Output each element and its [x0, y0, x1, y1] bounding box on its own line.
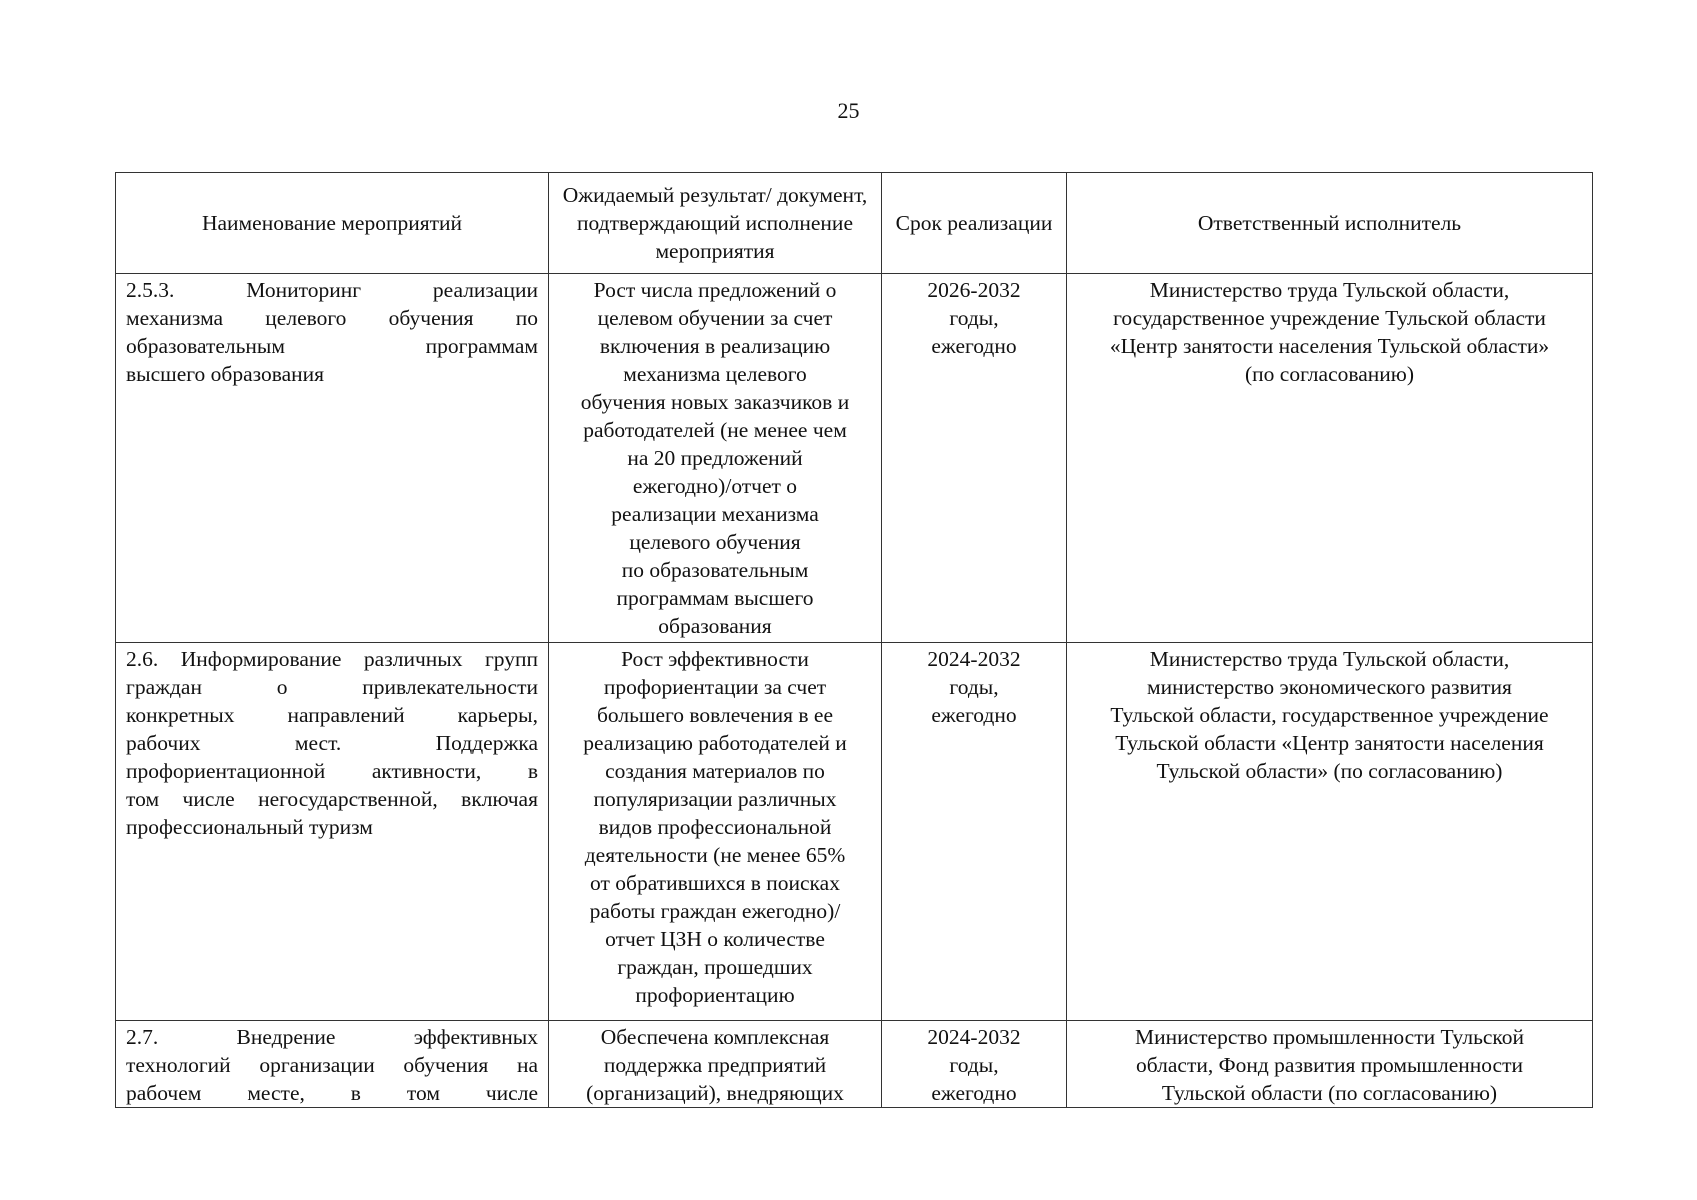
term-line: 2026-2032: [927, 278, 1021, 302]
expected-result-line: ежегодно)/отчет о: [632, 474, 798, 498]
expected-result-line: Рост числа предложений о: [593, 278, 837, 302]
expected-result-line: большего вовлечения в ее: [596, 703, 834, 727]
responsible-line: государственное учреждение Тульской области: [1113, 306, 1546, 330]
expected-result-line: целевом обучении за счет: [597, 306, 833, 330]
expected-result-line: обучения новых заказчиков и: [580, 390, 850, 414]
term-line: годы,: [949, 1053, 999, 1077]
measure-name-line: высшего образования: [126, 362, 325, 386]
table-row: [116, 643, 1593, 1021]
expected-result-line: программам высшего: [616, 586, 814, 610]
expected-result-line: Рост эффективности: [621, 647, 809, 671]
measure-name-cell: [116, 643, 549, 1021]
responsible-line: министерство экономического развития: [1147, 675, 1512, 699]
header-responsible: Ответственный исполнитель: [1067, 173, 1593, 274]
page-number: 25: [837, 98, 860, 123]
term-line: 2024-2032: [927, 1025, 1021, 1049]
expected-result-line: реализации механизма: [611, 502, 819, 526]
term-line: ежегодно: [931, 703, 1017, 727]
expected-result-line: включения в реализацию: [599, 334, 831, 358]
responsible-cell: [1067, 274, 1593, 643]
term-line: ежегодно: [931, 334, 1017, 358]
expected-result-line: от обратившихся в поисках: [590, 871, 840, 895]
expected-result-line: целевого обучения: [629, 530, 801, 554]
expected-result-line: реализацию работодателей и: [583, 731, 847, 755]
responsible-line: Тульской области, государственное учреждение: [1110, 703, 1549, 727]
measure-name-line: конкретных направлений карьеры,: [126, 703, 538, 727]
term-cell: [882, 274, 1067, 643]
measure-name-line: образовательным программам: [126, 334, 538, 358]
header-name: Наименование мероприятий: [116, 173, 549, 274]
expected-result-line: Обеспечена комплексная: [600, 1025, 830, 1049]
responsible-line: области, Фонд развития промышленности: [1136, 1053, 1523, 1077]
expected-result-line: профориентацию: [635, 983, 795, 1007]
measure-name-line: профориентационной активности, в: [126, 759, 538, 783]
expected-result-line: поддержка предприятий: [603, 1053, 827, 1077]
expected-result-line: на 20 предложений: [627, 446, 803, 470]
expected-result-cell: [549, 643, 882, 1021]
expected-result-cell: [549, 274, 882, 643]
measure-name-line: механизма целевого обучения по: [126, 306, 538, 330]
table-header-row: [116, 173, 1593, 274]
expected-result-line: образования: [658, 614, 772, 638]
responsible-line: Тульской области (по согласованию): [1161, 1081, 1498, 1105]
expected-result-line: механизма целевого: [623, 362, 807, 386]
responsible-cell: [1067, 643, 1593, 1021]
expected-result-line: по образовательным: [621, 558, 809, 582]
responsible-line: Министерство труда Тульской области,: [1149, 278, 1510, 302]
term-cell: [882, 1021, 1067, 1108]
measure-name-line: 2.5.3. Мониторинг реализации: [126, 278, 538, 302]
measures-table: [115, 172, 1593, 1108]
responsible-line: Министерство промышленности Тульской: [1134, 1025, 1525, 1049]
expected-result-cell: [549, 1021, 882, 1108]
table-row: [116, 274, 1593, 643]
expected-result-line: работодателей (не менее чем: [583, 418, 847, 442]
measure-name-line: граждан о привлекательности: [126, 675, 538, 699]
measure-name-line: технологий организации обучения на: [126, 1053, 538, 1077]
expected-result-line: деятельности (не менее 65%: [584, 843, 846, 867]
responsible-cell: [1067, 1021, 1593, 1108]
measure-name-cell: [116, 274, 549, 643]
expected-result-line: профориентации за счет: [603, 675, 827, 699]
expected-result-line: создания материалов по: [605, 759, 825, 783]
measure-name-line: профессиональный туризм: [126, 815, 373, 839]
measure-name-line: 2.6. Информирование различных групп: [126, 647, 538, 671]
term-line: 2024-2032: [927, 647, 1021, 671]
expected-result-line: (организаций), внедряющих: [586, 1081, 844, 1105]
expected-result-line: популяризации различных: [593, 787, 837, 811]
header-result: Ожидаемый результат/ документ, подтверждающий исполнение мероприятия: [549, 173, 882, 274]
term-cell: [882, 643, 1067, 1021]
measure-name-cell: [116, 1021, 549, 1108]
table-row: [116, 1021, 1593, 1108]
expected-result-line: отчет ЦЗН о количестве: [605, 927, 825, 951]
expected-result-line: работы граждан ежегодно)/: [589, 899, 841, 923]
term-line: годы,: [949, 675, 999, 699]
responsible-line: (по согласованию): [1244, 362, 1415, 386]
measure-name-line: рабочем месте, в том числе: [126, 1081, 538, 1105]
responsible-line: Тульской области «Центр занятости населения: [1115, 731, 1544, 755]
header-term: Срок реализации: [882, 173, 1067, 274]
responsible-line: Министерство труда Тульской области,: [1149, 647, 1510, 671]
measure-name-line: рабочих мест. Поддержка: [126, 731, 538, 755]
responsible-line: «Центр занятости населения Тульской области»: [1109, 334, 1550, 358]
term-line: годы,: [949, 306, 999, 330]
term-line: ежегодно: [931, 1081, 1017, 1105]
expected-result-line: граждан, прошедших: [617, 955, 813, 979]
measure-name-line: 2.7. Внедрение эффективных: [126, 1025, 538, 1049]
expected-result-line: видов профессиональной: [598, 815, 832, 839]
measure-name-line: том числе негосударственной, включая: [126, 787, 538, 811]
responsible-line: Тульской области» (по согласованию): [1156, 759, 1503, 783]
